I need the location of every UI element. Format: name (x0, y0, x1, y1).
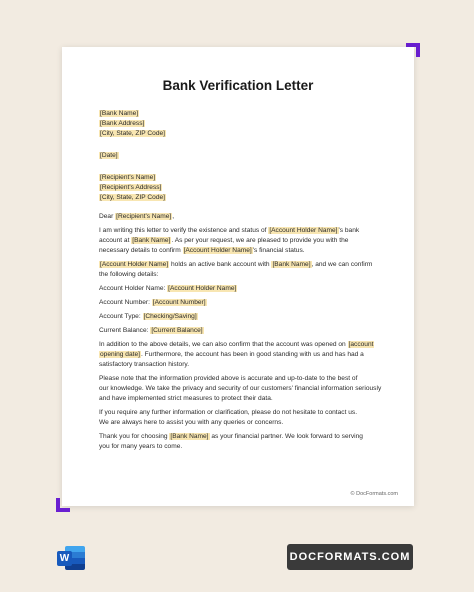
detail-row: Account Type: [Checking/Saving] (99, 313, 197, 320)
sender-city-state-zip: [City, State, ZIP Code] (100, 130, 165, 137)
letter-body (99, 109, 381, 452)
letter-page (62, 47, 414, 506)
paragraph-privacy: Please note that the information provided above is accurate and up-to-date to the best of our knowledge. We take the privacy and security of our customers' financial information seriously and have implemented strict measures to protect their data. (99, 375, 382, 402)
recipient-block (99, 173, 381, 203)
detail-row: Current Balance: [Current Balance] (99, 327, 203, 334)
corner-accent-bottom-left-vertical (56, 498, 60, 512)
detail-value: [Account Number] (152, 299, 206, 306)
detail-value: [Account Holder Name] (168, 285, 237, 292)
copyright-credit: © DocFormats.com (350, 491, 398, 497)
detail-row: Account Number: [Account Number] (99, 299, 206, 306)
placeholder-bank-name: [Bank Name] (132, 237, 171, 244)
detail-row: Account Holder Name: [Account Holder Name] (99, 285, 237, 292)
placeholder-opening-date: [account (348, 341, 374, 348)
word-icon (57, 546, 85, 570)
placeholder-bank-name: [Bank Name] (272, 261, 311, 268)
document-title: Bank Verification Letter (162, 78, 314, 93)
salutation: Dear [Recipient's Name], (99, 213, 175, 220)
sender-block (99, 109, 381, 139)
sender-bank-address: [Bank Address] (100, 120, 145, 127)
placeholder-account-holder: [Account Holder Name] (183, 247, 252, 254)
paragraph-account-status: [Account Holder Name] holds an active bank account with [Bank Name], and we can confirm the following details: (99, 261, 373, 278)
detail-value: [Current Balance] (151, 327, 203, 334)
word-icon-letter: W (57, 551, 72, 566)
corner-accent-top-right-vertical (416, 43, 420, 57)
paragraph-opening-date: In addition to the above details, we can also confirm that the account was opened on [account opening date]. Furthermore, the account has been in good standing with us and has had a satisfactory transaction history. (99, 341, 374, 368)
placeholder-account-holder: [Account Holder Name] (269, 227, 338, 234)
detail-value: [Checking/Saving] (143, 313, 197, 320)
placeholder-opening-date-cont: opening date] (100, 351, 140, 358)
recipient-name: [Recipient's Name] (100, 174, 156, 181)
recipient-address: [Recipient's Address] (100, 184, 162, 191)
account-details-list (99, 284, 381, 336)
recipient-city-state-zip: [City, State, ZIP Code] (100, 194, 165, 201)
placeholder-bank-name: [Bank Name] (170, 433, 209, 440)
paragraph-intro: I am writing this letter to verify the existence and status of [Account Holder Name]'s bank account at [Bank Name]. As per your request, we are pleased to provide you with the necessary details to confirm [Account Holder Name]'s financial status. (99, 227, 360, 254)
salutation-name: [Recipient's Name] (116, 213, 172, 220)
paragraph-closing: Thank you for choosing [Bank Name] as your financial partner. We look forward to serving you for many years to come. (99, 433, 363, 450)
paragraph-contact: If you require any further information or clarification, please do not hesitate to contact us. We are always here to assist you with any queries or concerns. (99, 409, 358, 426)
letter-date: [Date] (100, 152, 118, 159)
placeholder-account-holder: [Account Holder Name] (100, 261, 169, 268)
sender-bank-name: [Bank Name] (100, 110, 139, 117)
docformats-brand-badge[interactable]: DOCFORMATS.COM (287, 544, 413, 570)
